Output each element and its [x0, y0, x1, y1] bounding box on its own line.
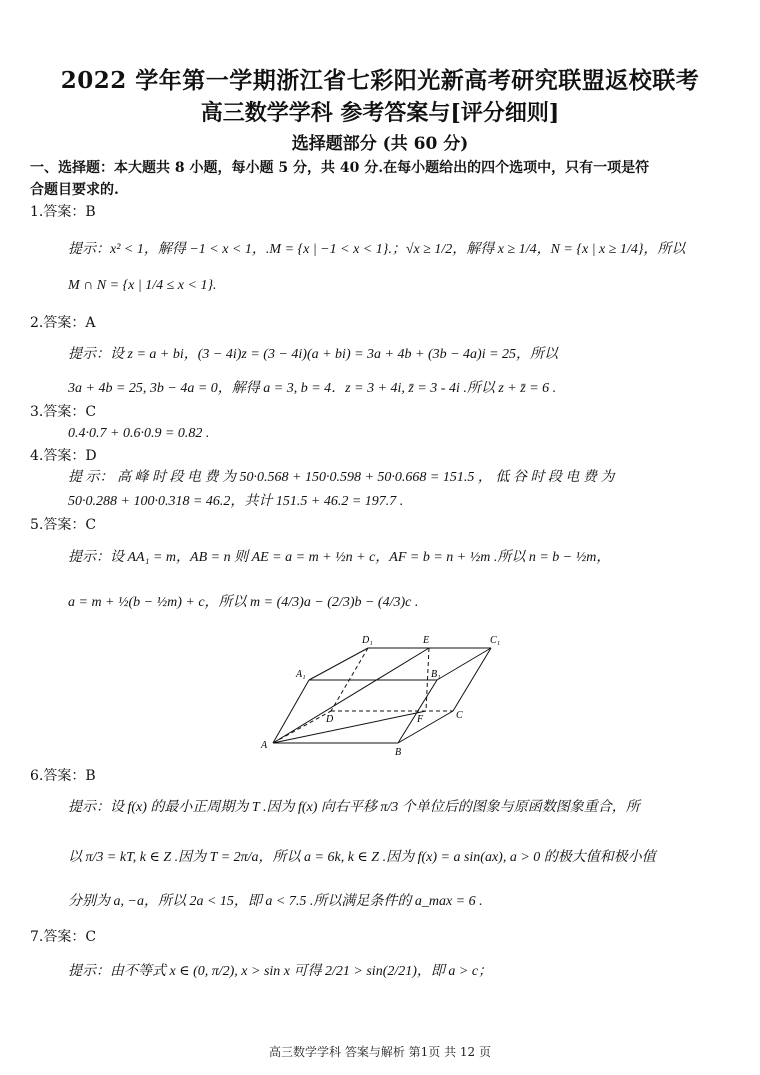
segment-ae	[273, 648, 429, 743]
section-intro-line2: 合题目要求的.	[30, 182, 119, 198]
edge-c1-c	[453, 648, 491, 711]
q6-answer: 6.答案：B	[30, 768, 96, 784]
label-b1: B₁	[431, 669, 441, 680]
label-d1: D₁	[362, 635, 373, 646]
q5-hint-line2: a = m + ½(b − ½m) + c，所以 m = (4/3)a − (2/3)b − (4/3)c .	[68, 595, 419, 610]
page-footer: 高三数学学科 答案与解析 第1页 共 12 页	[269, 1045, 491, 1059]
label-c1: C₁	[490, 635, 501, 646]
label-a1: A₁	[296, 669, 306, 680]
label-d: D	[326, 714, 334, 725]
document-title: 2022 学年第一学期浙江省七彩阳光新高考研究联盟返校联考	[60, 67, 700, 94]
q2-answer: 2.答案：A	[30, 315, 96, 331]
q4-answer: 4.答案：D	[30, 448, 97, 464]
label-c: C	[456, 710, 463, 721]
label-b: B	[395, 747, 402, 758]
section-intro-line1: 一、选择题：本大题共 8 小题，每小题 5 分，共 40 分.在每小题给出的四个选项中，只有一项是符	[30, 160, 650, 176]
q3-hint-line1: 0.4·0.7 + 0.6·0.9 = 0.82 .	[68, 426, 210, 441]
q1-hint-line1: 提示：x² < 1，解得 −1 < x < 1，.M = {x | −1 < x < 1}.；√x ≥ 1/2，解得 x ≥ 1/4，N = {x | x ≥ 1/4}，所以	[68, 242, 686, 257]
q6-hint-line2: 以 π/3 = kT, k ∈ Z .因为 T = 2π/a，所以 a = 6k, k ∈ Z .因为 f(x) = a sin(ax), a > 0 的极大值和极小值	[68, 850, 656, 865]
q2-hint-line1: 提示：设 z = a + bi，(3 − 4i)z = (3 − 4i)(a + bi) = 3a + 4b + (3b − 4a)i = 25，所以	[68, 347, 559, 362]
label-e: E	[423, 635, 430, 646]
edge-b-c	[398, 711, 453, 743]
q7-answer: 7.答案：C	[30, 929, 97, 945]
document-subtitle: 高三数学学科 参考答案与[评分细则]	[200, 100, 560, 126]
q4-hint-line2: 50·0.288 + 100·0.318 = 46.2，共计 151.5 + 46.2 = 197.7 .	[68, 494, 404, 509]
q5-hint-line1: 提示：设 AA₁ = m，AB = n 则 AE = a = m + ½n + c，AF = b = n + ½m .所以 n = b − ½m，	[68, 550, 611, 565]
q2-hint-line2: 3a + 4b = 25, 3b − 4a = 0，解得 a = 3, b = 4．z = 3 + 4i, z̄ = 3 - 4i .所以 z + z̄ = 6 .	[68, 381, 557, 396]
section-heading: 选择题部分 (共 60 分)	[291, 134, 469, 154]
q1-hint-line2: M ∩ N = {x | 1/4 ≤ x < 1}.	[68, 278, 217, 293]
q1-answer: 1.答案：B	[30, 204, 96, 220]
parallelepiped-figure	[255, 628, 505, 758]
segment-af	[273, 711, 426, 743]
q6-hint-line1: 提示：设 f(x) 的最小正周期为 T .因为 f(x) 向右平移 π/3 个单位后的图象与原函数图象重合，所	[68, 800, 640, 815]
q6-hint-line3: 分别为 a, −a，所以 2a < 15，即 a < 7.5 .所以满足条件的 a_max = 6 .	[68, 894, 483, 909]
edge-d1-a1	[309, 648, 368, 680]
label-a: A	[261, 740, 268, 751]
q7-hint-line1: 提示：由不等式 x ∈ (0, π/2), x > sin x 可得 2/21 > sin(2/21)，即 a > c；	[68, 964, 493, 979]
edge-a1-a	[273, 680, 309, 743]
edge-b1-c1	[437, 648, 491, 680]
q5-answer: 5.答案：C	[30, 517, 97, 533]
q3-answer: 3.答案：C	[30, 404, 97, 420]
q4-hint-line1: 提 示： 高 峰 时 段 电 费 为 50·0.568 + 150·0.598 + 50·0.668 = 151.5 ， 低 谷 时 段 电 费 为	[68, 470, 615, 485]
label-f: F	[417, 714, 424, 725]
